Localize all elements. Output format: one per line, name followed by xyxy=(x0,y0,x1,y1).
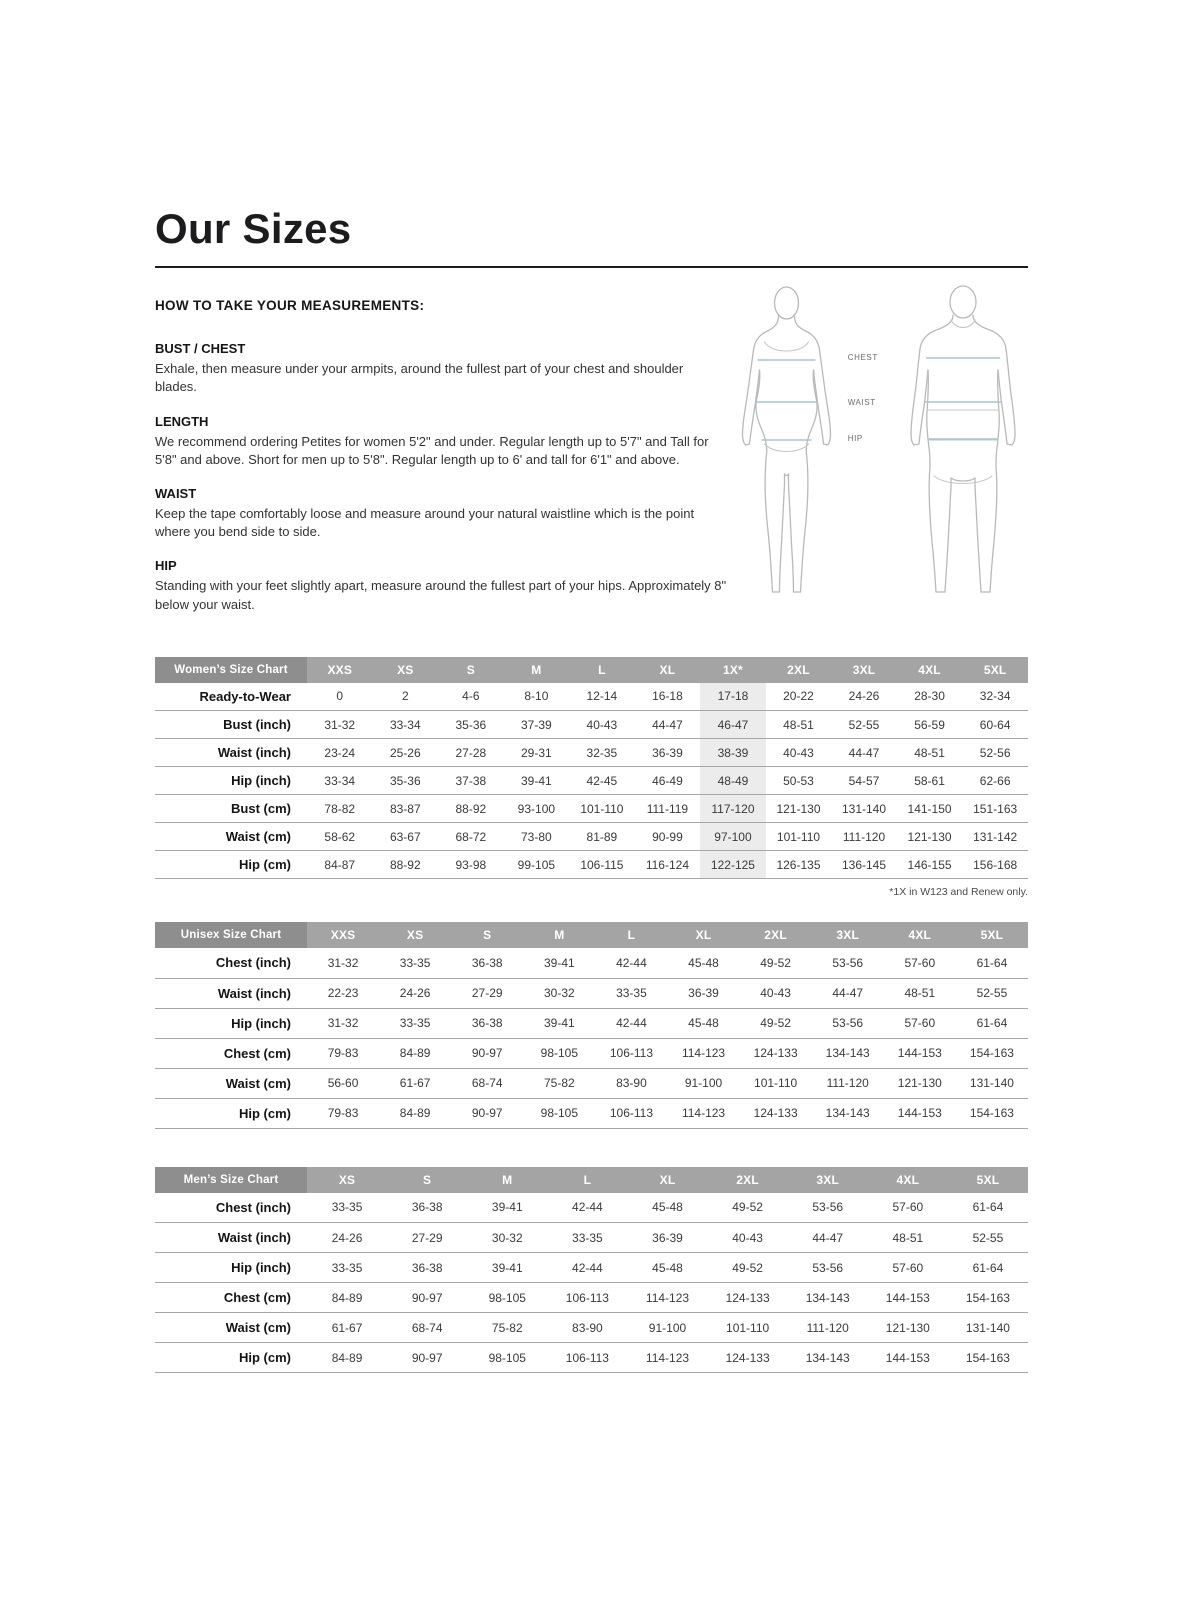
size-value-cell: 114-123 xyxy=(681,1106,726,1121)
size-value-cell: 131-140 xyxy=(965,1320,1010,1335)
size-value-cell: 35-36 xyxy=(455,717,487,732)
size-value-cell: 79-83 xyxy=(327,1106,359,1121)
size-value-cell: 36-38 xyxy=(411,1200,443,1215)
size-value-cell: 154-163 xyxy=(965,1290,1010,1305)
table-row xyxy=(155,948,1028,978)
size-value-cell: 101-110 xyxy=(580,801,624,816)
row-label: Hip (cm) xyxy=(239,1350,291,1366)
column-header: 4XL xyxy=(897,657,963,683)
size-value-cell: 78-82 xyxy=(324,801,356,816)
size-value-cell: 63-67 xyxy=(389,829,421,844)
column-header: S xyxy=(438,657,504,683)
column-header: M xyxy=(523,922,595,948)
row-label: Waist (cm) xyxy=(225,829,291,845)
size-value-cell: 46-47 xyxy=(700,711,766,739)
instruction-waist xyxy=(155,486,729,541)
size-value-cell: 114-123 xyxy=(645,1290,690,1305)
table-row xyxy=(155,711,1028,739)
size-value-cell: 90-99 xyxy=(652,829,683,844)
row-label: Chest (inch) xyxy=(215,1199,291,1215)
size-value-cell: 37-39 xyxy=(521,717,552,732)
size-value-cell: 50-53 xyxy=(783,773,814,788)
size-value-cell: 124-133 xyxy=(753,1046,798,1061)
size-value-cell: 111-119 xyxy=(646,801,689,816)
size-value-cell: 53-56 xyxy=(812,1260,844,1275)
size-value-cell: 40-43 xyxy=(783,745,814,760)
size-value-cell: 36-39 xyxy=(652,745,683,760)
size-value-cell: 91-100 xyxy=(648,1320,687,1335)
size-value-cell: 46-49 xyxy=(652,773,683,788)
instruction-body: Standing with your feet slightly apart, measure around the fullest part of your hips. Approximately 8" below your waist. xyxy=(155,578,727,612)
size-value-cell: 121-130 xyxy=(897,1076,942,1091)
column-header: 4XL xyxy=(868,1167,948,1193)
size-value-cell: 12-14 xyxy=(586,689,618,704)
size-value-cell: 31-32 xyxy=(327,1016,359,1031)
size-value-cell: 39-41 xyxy=(543,1016,575,1031)
size-value-cell: 40-43 xyxy=(760,986,791,1001)
size-value-cell: 154-163 xyxy=(969,1106,1014,1121)
table-title: Men’s Size Chart xyxy=(155,1167,307,1193)
size-value-cell: 106-113 xyxy=(609,1106,653,1121)
size-value-cell: 2 xyxy=(401,689,409,704)
size-value-cell: 36-38 xyxy=(411,1260,443,1275)
size-value-cell: 90-97 xyxy=(411,1350,443,1365)
table-title: Unisex Size Chart xyxy=(155,922,307,948)
size-chart-footnote: *1X in W123 and Renew only. xyxy=(889,886,1028,899)
row-label: Hip (cm) xyxy=(239,1105,291,1121)
size-value-cell: 106-113 xyxy=(565,1290,609,1305)
size-value-cell: 101-110 xyxy=(726,1320,770,1335)
instruction-heading: BUST / CHEST xyxy=(155,341,246,357)
row-label: Bust (inch) xyxy=(223,717,291,733)
size-value-cell: 91-100 xyxy=(684,1076,723,1091)
instruction-body: Keep the tape comfortably loose and measure around your natural waistline which is the point where you bend side to side. xyxy=(155,505,695,540)
table-row xyxy=(155,1253,1028,1283)
size-value-cell: 16-18 xyxy=(652,689,683,704)
figure-label-waist: WAIST xyxy=(847,398,876,408)
size-value-cell: 25-26 xyxy=(389,745,421,760)
size-value-cell: 90-97 xyxy=(471,1046,503,1061)
size-value-cell: 33-35 xyxy=(399,955,431,970)
size-value-cell: 48-51 xyxy=(783,717,814,732)
instruction-hip xyxy=(155,558,729,613)
size-value-cell: 39-41 xyxy=(543,955,575,970)
size-value-cell: 40-43 xyxy=(732,1230,763,1245)
size-value-cell: 27-29 xyxy=(411,1230,443,1245)
size-value-cell: 144-153 xyxy=(897,1106,942,1121)
size-value-cell: 61-64 xyxy=(976,955,1008,970)
row-label: Bust (cm) xyxy=(231,801,291,817)
size-value-cell: 45-48 xyxy=(652,1200,683,1215)
column-header: XL xyxy=(627,1167,707,1193)
size-value-cell: 98-105 xyxy=(488,1350,526,1365)
size-value-cell: 154-163 xyxy=(969,1046,1014,1061)
size-value-cell: 84-87 xyxy=(324,857,356,872)
size-value-cell: 141-150 xyxy=(907,801,952,816)
instruction-length xyxy=(155,414,729,469)
figure-label-hip: HIP xyxy=(847,434,863,444)
instruction-body: Exhale, then measure under your armpits, around the fullest part of your chest and shoulder blades. xyxy=(155,361,684,395)
instruction-heading: WAIST xyxy=(155,485,197,501)
row-label: Ready-to-Wear xyxy=(199,688,291,704)
table-row xyxy=(155,1223,1028,1253)
size-value-cell: 111-120 xyxy=(806,1320,849,1335)
size-value-cell: 49-52 xyxy=(732,1260,763,1275)
size-value-cell: 134-143 xyxy=(805,1350,850,1365)
size-value-cell: 49-52 xyxy=(760,1016,791,1031)
size-value-cell: 134-143 xyxy=(825,1046,870,1061)
size-value-cell: 57-60 xyxy=(892,1260,924,1275)
size-value-cell: 4-6 xyxy=(462,689,480,704)
size-value-cell: 131-140 xyxy=(969,1076,1014,1091)
size-value-cell: 61-64 xyxy=(972,1200,1004,1215)
row-label: Waist (inch) xyxy=(217,745,291,761)
size-value-cell: 83-90 xyxy=(616,1076,647,1091)
size-value-cell: 93-98 xyxy=(455,857,487,872)
size-value-cell: 27-29 xyxy=(471,986,503,1001)
column-header: 4XL xyxy=(884,922,956,948)
column-header: 3XL xyxy=(831,657,897,683)
male-figure-illustration xyxy=(898,282,1028,627)
size-value-cell: 36-39 xyxy=(688,986,719,1001)
size-value-cell: 48-51 xyxy=(914,745,945,760)
instruction-heading: HIP xyxy=(155,558,177,574)
size-value-cell: 84-89 xyxy=(399,1046,431,1061)
size-value-cell: 52-55 xyxy=(848,717,880,732)
size-value-cell: 114-123 xyxy=(645,1350,690,1365)
size-value-cell: 61-64 xyxy=(976,1016,1008,1031)
size-value-cell: 68-74 xyxy=(411,1320,443,1335)
size-value-cell: 84-89 xyxy=(399,1106,431,1121)
size-value-cell: 146-155 xyxy=(907,857,952,872)
column-header: L xyxy=(569,657,635,683)
table-title: Women’s Size Chart xyxy=(155,657,307,683)
column-header: S xyxy=(387,1167,467,1193)
size-value-cell: 154-163 xyxy=(965,1350,1010,1365)
size-value-cell: 53-56 xyxy=(832,1016,864,1031)
size-value-cell: 90-97 xyxy=(471,1106,503,1121)
size-value-cell: 124-133 xyxy=(753,1106,798,1121)
row-label: Chest (cm) xyxy=(223,1045,291,1061)
size-value-cell: 42-44 xyxy=(572,1260,603,1275)
size-value-cell: 98-105 xyxy=(540,1106,579,1121)
column-header: L xyxy=(547,1167,627,1193)
how-to-heading: HOW TO TAKE YOUR MEASUREMENTS: xyxy=(155,298,425,314)
table-row xyxy=(155,683,1028,711)
size-value-cell: 121-130 xyxy=(776,801,821,816)
size-value-cell: 56-59 xyxy=(914,717,945,732)
size-value-cell: 44-47 xyxy=(652,717,683,732)
page-title: Our Sizes xyxy=(155,205,352,252)
column-header: XS xyxy=(373,657,439,683)
size-value-cell: 33-35 xyxy=(331,1260,363,1275)
table-row xyxy=(155,1038,1028,1068)
column-header: 3XL xyxy=(788,1167,868,1193)
figure-label-chest: CHEST xyxy=(847,353,878,363)
size-value-cell: 28-30 xyxy=(914,689,945,704)
table-row xyxy=(155,851,1028,879)
size-value-cell: 101-110 xyxy=(754,1076,798,1091)
size-value-cell: 35-36 xyxy=(389,773,421,788)
size-value-cell: 42-44 xyxy=(572,1200,603,1215)
size-value-cell: 106-113 xyxy=(609,1046,653,1061)
instruction-body: We recommend ordering Petites for women 5'2" and under. Regular length up to 5'7" and Tall for 5'8" and above. Short for men up to 5'8". Regular length up to 6' and tall for 6'1" and above. xyxy=(155,433,709,467)
size-value-cell: 57-60 xyxy=(904,955,936,970)
size-value-cell: 33-35 xyxy=(572,1230,603,1245)
size-value-cell: 61-67 xyxy=(331,1320,363,1335)
table-row xyxy=(155,1098,1028,1128)
row-label: Waist (cm) xyxy=(225,1075,291,1091)
row-label: Chest (cm) xyxy=(223,1290,291,1306)
size-value-cell: 106-113 xyxy=(565,1350,609,1365)
size-value-cell: 33-34 xyxy=(389,717,421,732)
column-header: 2XL xyxy=(766,657,832,683)
size-value-cell: 48-51 xyxy=(892,1230,924,1245)
size-value-cell: 134-143 xyxy=(805,1290,850,1305)
womens-size-chart-table xyxy=(155,657,1028,880)
size-value-cell: 111-120 xyxy=(826,1076,869,1091)
size-value-cell: 83-90 xyxy=(572,1320,603,1335)
size-value-cell: 88-92 xyxy=(389,857,421,872)
table-row xyxy=(155,739,1028,767)
size-value-cell: 68-72 xyxy=(455,829,487,844)
size-value-cell: 33-34 xyxy=(324,773,356,788)
size-value-cell: 20-22 xyxy=(783,689,814,704)
size-value-cell: 30-32 xyxy=(491,1230,523,1245)
measurement-instructions xyxy=(155,298,729,631)
size-value-cell: 48-49 xyxy=(700,767,766,795)
size-value-cell: 33-35 xyxy=(331,1200,363,1215)
row-label: Waist (cm) xyxy=(225,1320,291,1336)
size-value-cell: 49-52 xyxy=(732,1200,763,1215)
size-value-cell: 81-89 xyxy=(586,829,618,844)
size-value-cell: 106-115 xyxy=(580,857,624,872)
column-header: XL xyxy=(667,922,739,948)
size-value-cell: 45-48 xyxy=(652,1260,683,1275)
column-header: XS xyxy=(379,922,451,948)
size-value-cell: 98-105 xyxy=(540,1046,579,1061)
size-value-cell: 61-64 xyxy=(972,1260,1004,1275)
size-value-cell: 40-43 xyxy=(586,717,618,732)
size-value-cell: 39-41 xyxy=(521,773,552,788)
size-value-cell: 126-135 xyxy=(776,857,821,872)
column-header: XXS xyxy=(307,922,379,948)
size-value-cell: 75-82 xyxy=(491,1320,523,1335)
size-value-cell: 49-52 xyxy=(760,955,791,970)
size-value-cell: 84-89 xyxy=(331,1290,363,1305)
size-value-cell: 31-32 xyxy=(324,717,356,732)
size-value-cell: 134-143 xyxy=(825,1106,870,1121)
row-label: Hip (inch) xyxy=(231,1015,291,1031)
size-value-cell: 99-105 xyxy=(517,857,556,872)
size-value-cell: 58-61 xyxy=(914,773,945,788)
size-value-cell: 136-145 xyxy=(841,857,887,872)
size-value-cell: 36-38 xyxy=(471,955,503,970)
table-row xyxy=(155,1193,1028,1223)
size-value-cell: 48-51 xyxy=(904,986,936,1001)
size-value-cell: 121-130 xyxy=(885,1320,930,1335)
size-value-cell: 44-47 xyxy=(832,986,864,1001)
table-row xyxy=(155,1283,1028,1313)
female-figure-illustration xyxy=(729,282,844,627)
size-value-cell: 30-32 xyxy=(543,986,575,1001)
size-value-cell: 36-39 xyxy=(652,1230,683,1245)
table-row xyxy=(155,1313,1028,1343)
size-value-cell: 57-60 xyxy=(892,1200,924,1215)
size-value-cell: 22-23 xyxy=(327,986,359,1001)
size-value-cell: 79-83 xyxy=(327,1046,359,1061)
instruction-heading: LENGTH xyxy=(155,413,209,429)
unisex-size-chart-table xyxy=(155,922,1028,1129)
row-label: Hip (inch) xyxy=(231,773,291,789)
size-value-cell: 24-26 xyxy=(848,689,880,704)
column-header: S xyxy=(451,922,523,948)
size-value-cell: 36-38 xyxy=(471,1016,503,1031)
size-value-cell: 84-89 xyxy=(331,1350,363,1365)
row-label: Hip (inch) xyxy=(231,1260,291,1276)
size-value-cell: 60-64 xyxy=(979,717,1011,732)
intro-section xyxy=(155,298,1028,631)
table-row xyxy=(155,1008,1028,1038)
size-value-cell: 124-133 xyxy=(725,1350,770,1365)
size-value-cell: 24-26 xyxy=(399,986,431,1001)
size-value-cell: 90-97 xyxy=(411,1290,443,1305)
size-value-cell: 83-87 xyxy=(389,801,421,816)
size-value-cell: 33-35 xyxy=(399,1016,431,1031)
table-row xyxy=(155,978,1028,1008)
column-header: 3XL xyxy=(812,922,884,948)
column-header: XL xyxy=(635,657,701,683)
size-value-cell: 131-142 xyxy=(973,829,1018,844)
size-value-cell: 116-124 xyxy=(645,857,689,872)
size-value-cell: 17-18 xyxy=(700,683,766,711)
size-value-cell: 42-44 xyxy=(616,1016,647,1031)
measurement-figures xyxy=(729,282,1028,627)
size-value-cell: 44-47 xyxy=(848,745,880,760)
size-value-cell: 61-67 xyxy=(399,1076,431,1091)
size-value-cell: 52-55 xyxy=(976,986,1008,1001)
size-value-cell: 24-26 xyxy=(331,1230,363,1245)
size-value-cell: 56-60 xyxy=(327,1076,359,1091)
table-row xyxy=(155,795,1028,823)
size-value-cell: 144-153 xyxy=(885,1290,930,1305)
size-value-cell: 131-140 xyxy=(841,801,887,816)
size-value-cell: 68-74 xyxy=(471,1076,503,1091)
table-row xyxy=(155,1068,1028,1098)
column-header: L xyxy=(595,922,667,948)
column-header: 5XL xyxy=(962,657,1028,683)
row-label: Chest (inch) xyxy=(215,955,291,971)
size-value-cell: 52-56 xyxy=(979,745,1011,760)
size-value-cell: 98-105 xyxy=(488,1290,526,1305)
column-header: 1X* xyxy=(700,657,766,683)
size-value-cell: 144-153 xyxy=(897,1046,942,1061)
column-header: XS xyxy=(307,1167,387,1193)
title-divider xyxy=(155,266,1028,268)
size-value-cell: 121-130 xyxy=(907,829,952,844)
column-header: M xyxy=(504,657,570,683)
column-header: 2XL xyxy=(740,922,812,948)
size-value-cell: 32-35 xyxy=(586,745,618,760)
size-value-cell: 42-44 xyxy=(616,955,647,970)
size-value-cell: 37-38 xyxy=(455,773,487,788)
column-header: 2XL xyxy=(708,1167,788,1193)
row-label: Waist (inch) xyxy=(217,1230,291,1246)
column-header: M xyxy=(467,1167,547,1193)
size-value-cell: 156-168 xyxy=(973,857,1018,872)
column-header: XXS xyxy=(307,657,373,683)
size-value-cell: 33-35 xyxy=(616,986,647,1001)
size-value-cell: 27-28 xyxy=(455,745,487,760)
size-value-cell: 93-100 xyxy=(517,801,556,816)
size-value-cell: 53-56 xyxy=(812,1200,844,1215)
instruction-bust-chest xyxy=(155,341,729,396)
size-value-cell: 38-39 xyxy=(700,739,766,767)
size-value-cell: 39-41 xyxy=(491,1200,523,1215)
size-value-cell: 75-82 xyxy=(543,1076,575,1091)
table-row xyxy=(155,823,1028,851)
size-value-cell: 45-48 xyxy=(688,1016,719,1031)
table-row xyxy=(155,1343,1028,1373)
size-value-cell: 144-153 xyxy=(885,1350,930,1365)
size-value-cell: 31-32 xyxy=(327,955,359,970)
size-value-cell: 0 xyxy=(336,689,344,704)
size-value-cell: 114-123 xyxy=(681,1046,726,1061)
size-value-cell: 8-10 xyxy=(524,689,549,704)
size-value-cell: 58-62 xyxy=(324,829,356,844)
size-value-cell: 62-66 xyxy=(979,773,1011,788)
row-label: Hip (cm) xyxy=(239,857,291,873)
size-value-cell: 44-47 xyxy=(812,1230,844,1245)
table-row xyxy=(155,767,1028,795)
size-value-cell: 52-55 xyxy=(972,1230,1004,1245)
size-value-cell: 111-120 xyxy=(842,829,886,844)
size-value-cell: 42-45 xyxy=(586,773,618,788)
size-value-cell: 88-92 xyxy=(455,801,487,816)
mens-size-chart-table xyxy=(155,1167,1028,1374)
size-value-cell: 39-41 xyxy=(491,1260,523,1275)
size-value-cell: 57-60 xyxy=(904,1016,936,1031)
size-value-cell: 117-120 xyxy=(700,795,766,823)
size-value-cell: 32-34 xyxy=(979,689,1011,704)
size-value-cell: 124-133 xyxy=(725,1290,770,1305)
size-value-cell: 97-100 xyxy=(700,823,766,851)
size-value-cell: 151-163 xyxy=(973,801,1018,816)
row-label: Waist (inch) xyxy=(217,985,291,1001)
column-header: 5XL xyxy=(956,922,1028,948)
column-header: 5XL xyxy=(948,1167,1028,1193)
size-value-cell: 29-31 xyxy=(521,745,552,760)
size-value-cell: 54-57 xyxy=(848,773,880,788)
size-value-cell: 122-125 xyxy=(700,851,766,879)
size-value-cell: 45-48 xyxy=(688,955,719,970)
size-value-cell: 101-110 xyxy=(776,829,821,844)
size-value-cell: 23-24 xyxy=(324,745,356,760)
size-value-cell: 73-80 xyxy=(521,829,552,844)
size-value-cell: 53-56 xyxy=(832,955,864,970)
